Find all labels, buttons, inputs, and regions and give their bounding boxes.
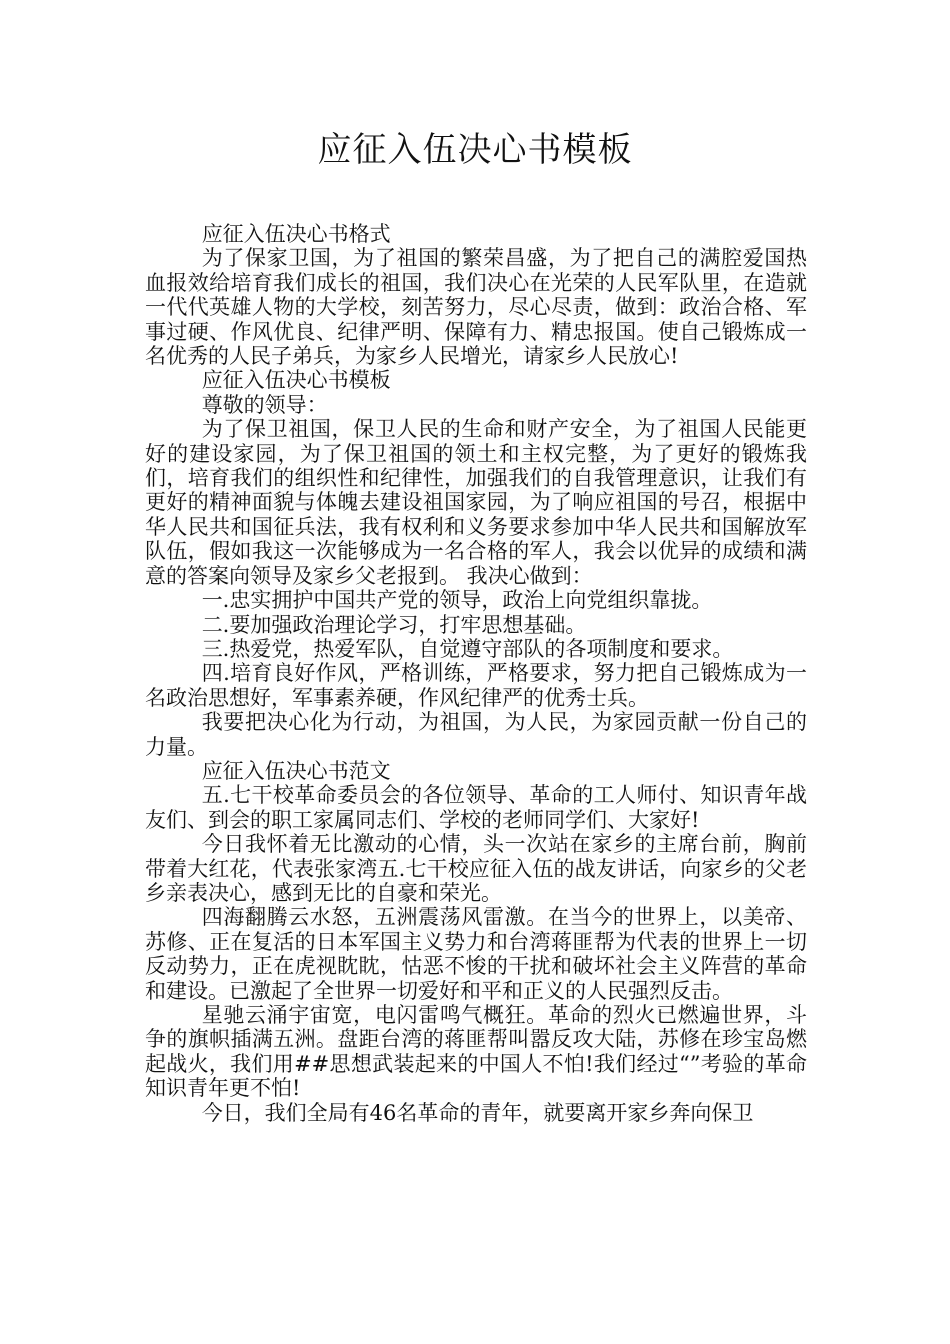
- section-heading-template: 应征入伍决心书模板: [201, 368, 391, 393]
- paragraph: 为了保家卫国，为了祖国的繁荣昌盛，为了把自己的满腔爱国热血报效给培育我们成长的祖国，我们决心在光荣的人民军队里，在造就一代代英雄人物的大学校，刻苦努力，尽心尽责，做到：政治合格、军事过硬、作风优良、纪律严明、保障有力、精忠报国。使自己锻炼成一名优秀的人民子弟兵，为家乡人民增光，请家乡人民放心!: [145, 246, 807, 369]
- paragraph: 今日我怀着无比激动的心情，头一次站在家乡的主席台前，胸前带着大红花，代表张家湾五.七干校应征入伍的战友讲话，向家乡的父老乡亲表决心，感到无比的自豪和荣光。: [145, 832, 807, 905]
- list-item: 二.要加强政治理论学习，打牢思想基础。: [201, 612, 587, 637]
- paragraph: 四海翻腾云水怒，五洲震荡风雷激。在当今的世界上，以美帝、苏修、正在复活的日本军国主义势力和台湾蒋匪帮为代表的世界上一切反动势力，正在虎视眈眈，怙恶不悛的干扰和破坏社会主义阵营的革命和建设。已激起了全世界一切爱好和平和正义的人民强烈反击。: [145, 905, 807, 1003]
- list-item: 三.热爱党，热爱军队，自觉遵守部队的各项制度和要求。: [201, 636, 734, 661]
- section-heading-format: 应征入伍决心书格式: [201, 222, 391, 246]
- list-item: 一.忠实拥护中国共产党的领导，政治上向党组织靠拢。: [201, 588, 713, 613]
- document-title: 应征入伍决心书模板: [317, 130, 633, 170]
- paragraph: 今日，我们全局有46名革命的青年，就要离开家乡奔向保卫: [201, 1100, 754, 1125]
- section-heading-sample: 应征入伍决心书范文: [201, 758, 391, 783]
- paragraph: 五.七干校革命委员会的各位领导、革命的工人师付、知识青年战友们、到会的职工家属同志们、学校的老师同学们、大家好!: [145, 783, 807, 832]
- paragraph: 我要把决心化为行动，为祖国，为人民，为家园贡献一份自己的力量。: [145, 710, 807, 759]
- salutation: 尊敬的领导：: [201, 392, 328, 417]
- list-item: 四.培育良好作风，严格训练，严格要求，努力把自己锻炼成为一名政治思想好，军事素养硬，作风纪律严的优秀士兵。: [145, 661, 807, 710]
- paragraph: 为了保卫祖国，保卫人民的生命和财产安全，为了祖国人民能更好的建设家园，为了保卫祖国的领土和主权完整，为了更好的锻炼我们，培育我们的组织性和纪律性，加强我们的自我管理意识，让我们有更好的精神面貌与体魄去建设祖国家园，为了响应祖国的号召，根据中华人民共和国征兵法，我有权利和义务要求参加中华人民共和国解放军队伍，假如我这一次能够成为一名合格的军人，我会以优异的成绩和满意的答案向领导及家乡父老报到。 我决心做到：: [145, 417, 807, 588]
- document-body: [145, 222, 807, 1125]
- paragraph: 星驰云涌宇宙宽，电闪雷鸣气概狂。革命的烈火已燃遍世界，斗争的旗帜插满五洲。盘距台湾的蒋匪帮叫嚣反攻大陆，苏修在珍宝岛燃起战火，我们用##思想武装起来的中国人不怕!我们经过“”考验的革命知识青年更不怕!: [145, 1003, 807, 1101]
